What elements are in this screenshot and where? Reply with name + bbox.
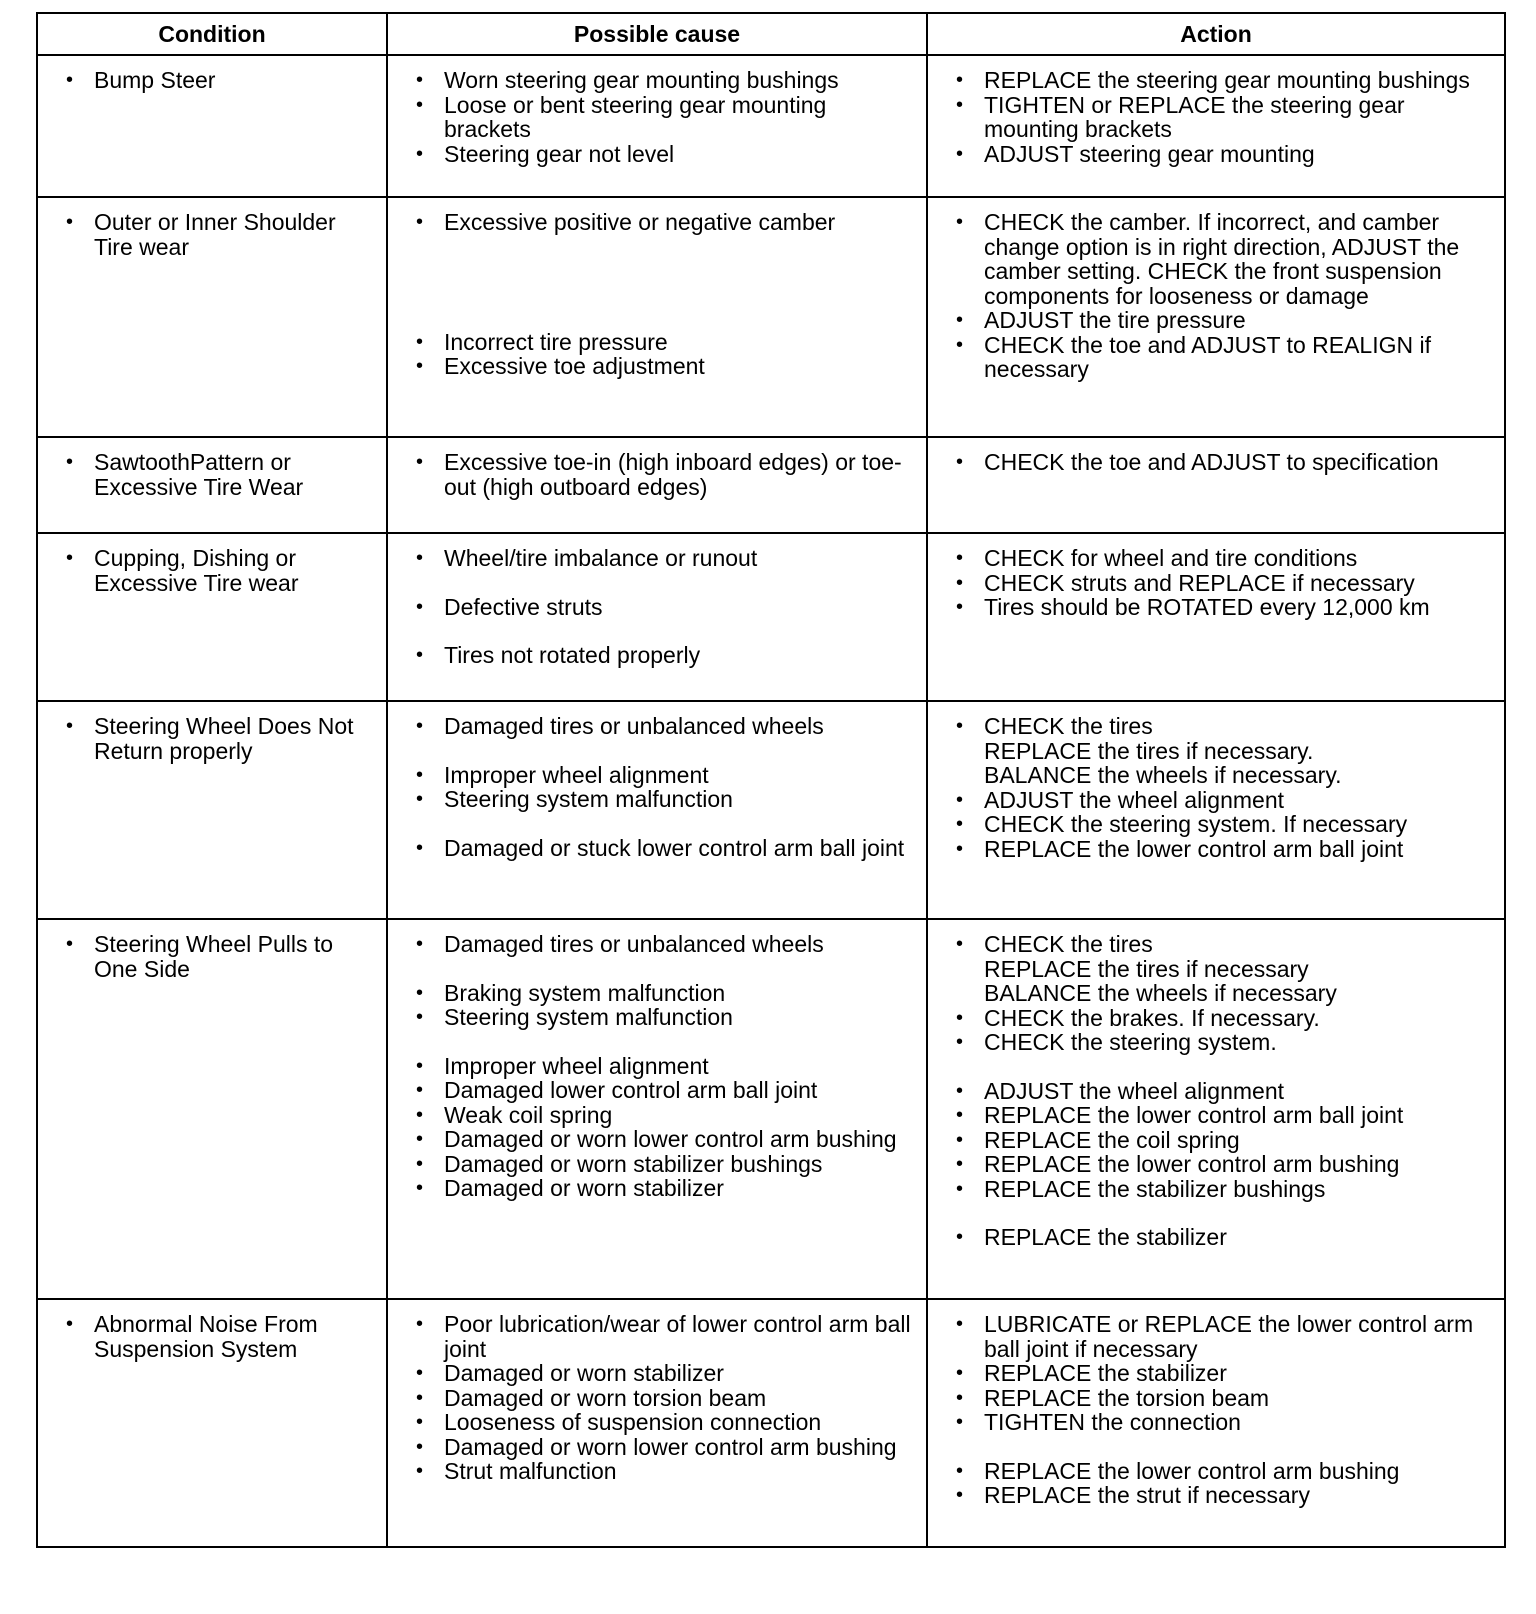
- cause-item: • Damaged or stuck lower control arm ball joint: [402, 836, 912, 861]
- action-item: • CHECK the steering system. If necessary: [942, 812, 1490, 837]
- action-item: • CHECK the steering system.: [942, 1030, 1490, 1055]
- table-row: [37, 1299, 1505, 1547]
- action-item: • CHECK the camber. If incorrect, and camber change option is in right direction, ADJUST the camber setting. CHECK the front suspension components for looseness or damage: [942, 210, 1490, 308]
- cause-item: • Excessive positive or negative camber: [402, 210, 912, 235]
- table-row: [37, 701, 1505, 919]
- condition-item: • Steering Wheel Pulls to One Side: [52, 932, 372, 981]
- cause-item: • Poor lubrication/wear of lower control arm ball joint: [402, 1312, 912, 1361]
- action-cell: [927, 919, 1505, 1299]
- cause-item: • Steering system malfunction: [402, 1005, 912, 1030]
- cause-cell: [387, 1299, 927, 1547]
- condition-item: • Cupping, Dishing or Excessive Tire wear: [52, 546, 372, 595]
- cause-item: • Damaged or worn lower control arm bushing: [402, 1435, 912, 1460]
- header-possible-cause: Possible cause: [387, 13, 927, 55]
- cause-item: • Defective struts: [402, 595, 912, 620]
- cause-item: • Improper wheel alignment: [402, 763, 912, 788]
- cause-item: • Braking system malfunction: [402, 981, 912, 1006]
- action-item: • CHECK the toe and ADJUST to REALIGN if necessary: [942, 333, 1490, 382]
- cause-cell: [387, 55, 927, 197]
- action-item: • REPLACE the steering gear mounting bushings: [942, 68, 1490, 93]
- cause-item: • Damaged or worn stabilizer: [402, 1176, 912, 1201]
- action-item: • REPLACE the stabilizer: [942, 1225, 1490, 1250]
- action-item: • CHECK the toe and ADJUST to specification: [942, 450, 1490, 475]
- cause-item: • Wheel/tire imbalance or runout: [402, 546, 912, 571]
- action-item: • REPLACE the strut if necessary: [942, 1483, 1490, 1508]
- table-row: [37, 919, 1505, 1299]
- action-item: • REPLACE the lower control arm ball joint: [942, 1103, 1490, 1128]
- cause-item: • Weak coil spring: [402, 1103, 912, 1128]
- table-row: [37, 533, 1505, 701]
- header-row: [37, 13, 1505, 55]
- cause-item: • Damaged or worn lower control arm bushing: [402, 1127, 912, 1152]
- condition-cell: [37, 701, 387, 919]
- table-row: [37, 55, 1505, 197]
- action-item: • REPLACE the lower control arm bushing: [942, 1459, 1490, 1484]
- condition-cell: [37, 1299, 387, 1547]
- cause-item: • Looseness of suspension connection: [402, 1410, 912, 1435]
- condition-item: • SawtoothPattern or Excessive Tire Wear: [52, 450, 372, 499]
- cause-item: • Steering system malfunction: [402, 787, 912, 812]
- condition-item: • Abnormal Noise From Suspension System: [52, 1312, 372, 1361]
- action-item: • ADJUST the wheel alignment: [942, 1079, 1490, 1104]
- condition-cell: [37, 437, 387, 533]
- table-row: [37, 197, 1505, 437]
- cause-cell: [387, 437, 927, 533]
- table-row: [37, 437, 1505, 533]
- header-condition: Condition: [37, 13, 387, 55]
- condition-item: • Outer or Inner Shoulder Tire wear: [52, 210, 372, 259]
- header-action: Action: [927, 13, 1505, 55]
- action-cell: [927, 533, 1505, 701]
- cause-item: • Excessive toe-in (high inboard edges) or toe-out (high outboard edges): [402, 450, 912, 499]
- action-item: • ADJUST steering gear mounting: [942, 142, 1490, 167]
- action-item: BALANCE the wheels if necessary.: [984, 762, 1342, 788]
- action-item: • REPLACE the coil spring: [942, 1128, 1490, 1153]
- cause-item: • Damaged lower control arm ball joint: [402, 1078, 912, 1103]
- condition-item: • Steering Wheel Does Not Return properly: [52, 714, 372, 763]
- cause-item: • Damaged or worn stabilizer bushings: [402, 1152, 912, 1177]
- cause-cell: [387, 533, 927, 701]
- cause-item: • Damaged or worn torsion beam: [402, 1386, 912, 1411]
- condition-item: • Bump Steer: [52, 68, 372, 93]
- cause-item: • Incorrect tire pressure: [402, 330, 912, 355]
- action-item: • ADJUST the tire pressure: [942, 308, 1490, 333]
- cause-cell: [387, 919, 927, 1299]
- action-cell: [927, 701, 1505, 919]
- action-item: • TIGHTEN or REPLACE the steering gear mounting brackets: [942, 93, 1490, 142]
- action-item: • REPLACE the lower control arm bushing: [942, 1152, 1490, 1177]
- cause-item: • Steering gear not level: [402, 142, 912, 167]
- action-item: • Tires should be ROTATED every 12,000 km: [942, 595, 1490, 620]
- condition-cell: [37, 919, 387, 1299]
- cause-item: • Excessive toe adjustment: [402, 354, 912, 379]
- action-item: REPLACE the tires if necessary: [984, 955, 1309, 982]
- cause-item: • Strut malfunction: [402, 1459, 912, 1484]
- cause-item: • Tires not rotated properly: [402, 643, 912, 668]
- action-item: • CHECK for wheel and tire conditions: [942, 546, 1490, 571]
- action-item: • CHECK the tires: [942, 932, 1490, 957]
- cause-cell: [387, 701, 927, 919]
- action-cell: [927, 437, 1505, 533]
- action-item: REPLACE the tires if necessary.: [984, 737, 1314, 764]
- action-cell: [927, 197, 1505, 437]
- condition-cell: [37, 197, 387, 437]
- cause-item: • Damaged tires or unbalanced wheels: [402, 714, 912, 739]
- cause-item: • Damaged tires or unbalanced wheels: [402, 932, 912, 957]
- action-item: • CHECK the brakes. If necessary.: [942, 1006, 1490, 1031]
- action-item: • REPLACE the stabilizer bushings: [942, 1177, 1490, 1202]
- condition-cell: [37, 55, 387, 197]
- action-item: • LUBRICATE or REPLACE the lower control arm ball joint if necessary: [942, 1312, 1490, 1361]
- action-cell: [927, 1299, 1505, 1547]
- cause-cell: [387, 197, 927, 437]
- action-item: • CHECK the tires: [942, 714, 1490, 739]
- action-cell: [927, 55, 1505, 197]
- action-item: • ADJUST the wheel alignment: [942, 788, 1490, 813]
- cause-item: • Improper wheel alignment: [402, 1054, 912, 1079]
- action-item: BALANCE the wheels if necessary: [984, 980, 1337, 1006]
- cause-item: • Damaged or worn stabilizer: [402, 1361, 912, 1386]
- cause-item: • Worn steering gear mounting bushings: [402, 68, 912, 93]
- action-item: • TIGHTEN the connection: [942, 1410, 1490, 1435]
- action-item: • REPLACE the stabilizer: [942, 1361, 1490, 1386]
- action-item: • REPLACE the lower control arm ball joint: [942, 837, 1490, 862]
- action-item: • REPLACE the torsion beam: [942, 1386, 1490, 1411]
- condition-cell: [37, 533, 387, 701]
- cause-item: • Loose or bent steering gear mounting brackets: [402, 93, 912, 142]
- troubleshooting-table: [36, 12, 1506, 1548]
- action-item: • CHECK struts and REPLACE if necessary: [942, 571, 1490, 596]
